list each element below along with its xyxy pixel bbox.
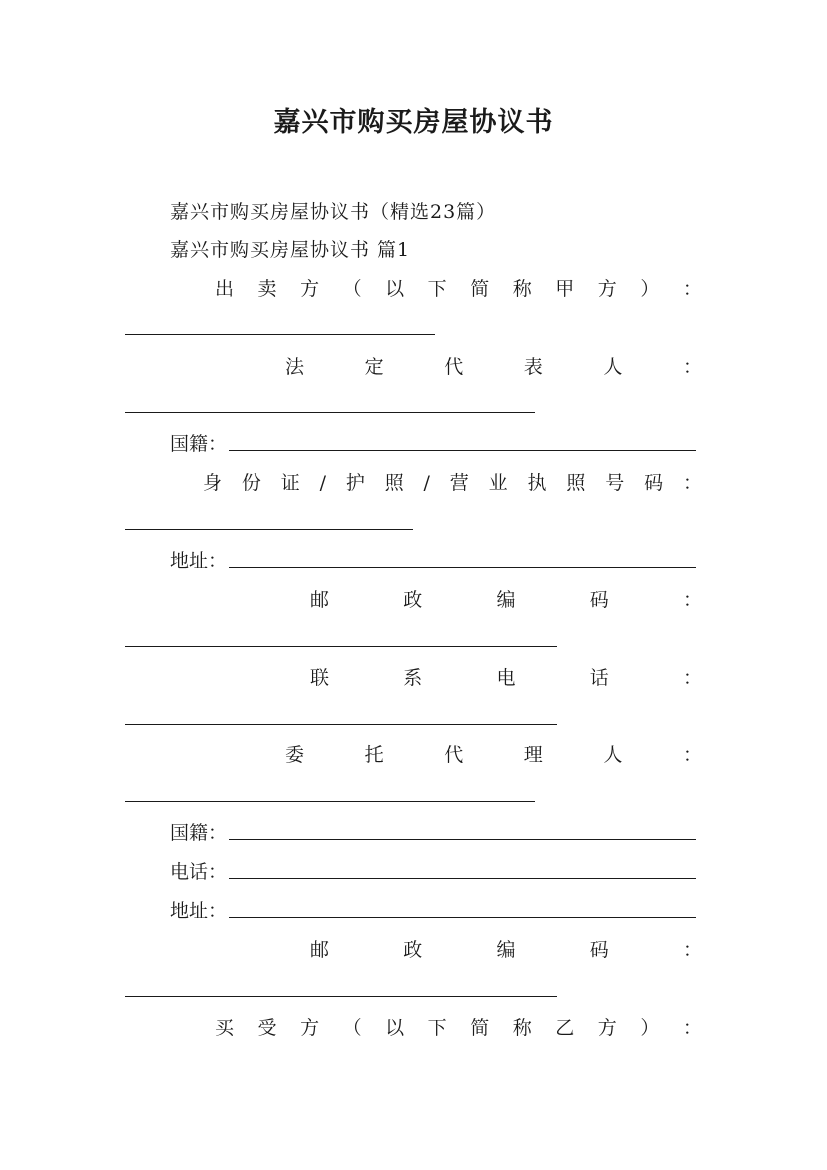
postcode-blank[interactable] — [125, 646, 557, 647]
agent-label-char: 人 — [603, 744, 623, 766]
postcode-label-char: ： — [682, 589, 702, 611]
id-number-label-char: 照 — [566, 472, 586, 494]
phone-label-2: 电话： — [170, 861, 228, 883]
id-number-label-char: 营 — [449, 472, 469, 494]
agent-label-char: 委 — [285, 744, 305, 766]
id-number-label-char: 业 — [488, 472, 508, 494]
phone-blank-2[interactable] — [229, 878, 696, 879]
buyer-header-char: 下 — [427, 1017, 447, 1039]
agent-label-char: 代 — [444, 744, 464, 766]
seller-header-char: 甲 — [555, 278, 575, 300]
nationality-label-2: 国籍： — [170, 822, 228, 844]
postcode-label-2-char: ： — [682, 939, 702, 961]
id-number-blank[interactable] — [125, 529, 413, 530]
address-row — [170, 548, 696, 574]
buyer-header-char: ） — [640, 1017, 660, 1039]
phone-label-char: ： — [682, 667, 702, 689]
id-number-label-char: 照 — [384, 472, 404, 494]
postcode-label-2-char: 码 — [589, 939, 609, 961]
nationality-row — [170, 431, 696, 457]
buyer-header-char: 方 — [300, 1017, 320, 1039]
id-number-label-char: 码 — [644, 472, 664, 494]
seller-header-char: 卖 — [257, 278, 277, 300]
id-number-label-char: / — [319, 472, 326, 494]
id-number-label-char: / — [423, 472, 430, 494]
seller-header-char: 方 — [597, 278, 617, 300]
buyer-header-char: 称 — [512, 1017, 532, 1039]
seller-header-char: （ — [342, 278, 362, 300]
nationality-blank-2[interactable] — [229, 839, 696, 840]
address-label-2: 地址： — [170, 900, 228, 922]
postcode-label — [310, 587, 702, 613]
id-number-label-char: 身 — [203, 472, 223, 494]
postcode-label-char: 政 — [403, 589, 423, 611]
buyer-header — [215, 1015, 702, 1041]
section-line: 嘉兴市购买房屋协议书 篇1 — [170, 239, 411, 261]
phone-label — [310, 665, 702, 691]
legal-representative-blank[interactable] — [125, 412, 535, 413]
buyer-header-char: 乙 — [555, 1017, 575, 1039]
nationality-label: 国籍： — [170, 433, 228, 455]
postcode-label-2-char: 政 — [403, 939, 423, 961]
buyer-header-char: 买 — [215, 1017, 235, 1039]
phone-label-char: 电 — [496, 667, 516, 689]
address-blank[interactable] — [229, 567, 696, 568]
buyer-header-char: ： — [682, 1017, 702, 1039]
legal-representative-label-char: 人 — [603, 356, 623, 378]
legal-representative-label-char: 表 — [523, 356, 543, 378]
seller-header-char: 简 — [470, 278, 490, 300]
phone-row — [170, 859, 696, 885]
address-label: 地址： — [170, 550, 228, 572]
id-number-label-char: 护 — [345, 472, 365, 494]
id-number-label-char: 证 — [280, 472, 300, 494]
seller-header-char: ） — [640, 278, 660, 300]
legal-representative-label-char: 定 — [364, 356, 384, 378]
seller-header-char: 称 — [512, 278, 532, 300]
agent-label-char: 理 — [523, 744, 543, 766]
seller-header-char: 出 — [215, 278, 235, 300]
id-number-label-char: ： — [682, 472, 702, 494]
intro-line: 嘉兴市购买房屋协议书（精选23篇） — [170, 201, 497, 223]
postcode-label-2-char: 邮 — [310, 939, 330, 961]
phone-blank[interactable] — [125, 724, 557, 725]
buyer-header-char: 受 — [257, 1017, 277, 1039]
seller-header-char: 方 — [300, 278, 320, 300]
id-number-label-char: 执 — [527, 472, 547, 494]
postcode-label-char: 码 — [589, 589, 609, 611]
agent-label-char: 托 — [364, 744, 384, 766]
phone-label-char: 话 — [589, 667, 609, 689]
address-row-2 — [170, 898, 696, 924]
id-number-label-char: 份 — [241, 472, 261, 494]
id-number-label-char: 号 — [605, 472, 625, 494]
legal-representative-label-char: 法 — [285, 356, 305, 378]
phone-label-char: 联 — [310, 667, 330, 689]
legal-representative-label-char: ： — [682, 356, 702, 378]
postcode-blank-2[interactable] — [125, 996, 557, 997]
agent-label — [285, 742, 702, 768]
agent-blank[interactable] — [125, 801, 535, 802]
nationality-blank[interactable] — [229, 450, 696, 451]
address-blank-2[interactable] — [229, 917, 696, 918]
seller-header — [215, 276, 702, 302]
agent-label-char: ： — [682, 744, 702, 766]
postcode-label-char: 邮 — [310, 589, 330, 611]
legal-representative-label-char: 代 — [444, 356, 464, 378]
postcode-label-char: 编 — [496, 589, 516, 611]
seller-name-blank[interactable] — [125, 334, 435, 335]
buyer-header-char: 方 — [597, 1017, 617, 1039]
buyer-header-char: 简 — [470, 1017, 490, 1039]
buyer-header-char: 以 — [385, 1017, 405, 1039]
legal-representative-label — [285, 354, 702, 380]
nationality-row-2 — [170, 820, 696, 846]
id-number-label — [203, 470, 702, 496]
document-title: 嘉兴市购买房屋协议书 — [273, 107, 554, 138]
buyer-header-char: （ — [342, 1017, 362, 1039]
postcode-label-2-char: 编 — [496, 939, 516, 961]
phone-label-char: 系 — [403, 667, 423, 689]
seller-header-char: 以 — [385, 278, 405, 300]
postcode-label-2 — [310, 937, 702, 963]
seller-header-char: 下 — [427, 278, 447, 300]
seller-header-char: ： — [682, 278, 702, 300]
